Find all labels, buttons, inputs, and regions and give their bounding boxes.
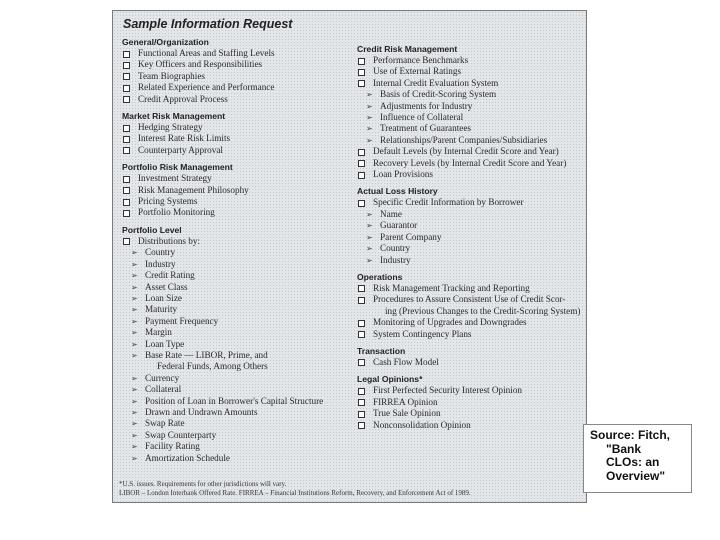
- item-text: Swap Counterparty: [145, 429, 217, 440]
- information-request-document: [112, 10, 587, 503]
- arrow-bullet-icon: ➢: [131, 396, 138, 406]
- checklist-item: [122, 71, 350, 82]
- checklist-item: [122, 185, 350, 196]
- sub-item: [122, 418, 350, 429]
- checklist-item: [122, 122, 350, 133]
- item-text: Drawn and Undrawn Amounts: [145, 406, 258, 417]
- section-heading: Operations: [357, 271, 403, 282]
- sub-item: [357, 112, 585, 123]
- item-text: Relationships/Parent Companies/Subsidiaries: [380, 134, 548, 145]
- arrow-bullet-icon: ➢: [131, 350, 138, 360]
- arrow-bullet-icon: ➢: [131, 271, 138, 281]
- arrow-bullet-icon: ➢: [366, 244, 373, 254]
- section-heading: Portfolio Risk Management: [122, 162, 233, 173]
- sub-item: [357, 209, 585, 220]
- item-text: Credit Rating: [145, 270, 195, 281]
- checkbox-bullet-icon: [123, 210, 130, 217]
- sub-item: [122, 407, 350, 418]
- section-actual-loss-history: [357, 186, 585, 265]
- item-text: Performance Benchmarks: [373, 55, 469, 65]
- checklist-item: [357, 420, 585, 431]
- section-heading: Legal Opinions*: [357, 374, 423, 385]
- section-heading: Market Risk Management: [122, 111, 226, 122]
- checkbox-bullet-icon: [358, 388, 365, 395]
- sub-item: [357, 101, 585, 112]
- checklist-item: [357, 283, 585, 294]
- sub-item: [122, 247, 350, 258]
- item-text: Risk Management Philosophy: [138, 184, 249, 195]
- checklist-item: [122, 207, 350, 218]
- checkbox-bullet-icon: [358, 58, 365, 65]
- item-text: Counterparty Approval: [138, 144, 223, 155]
- checkbox-bullet-icon: [358, 172, 365, 179]
- item-text: System Contingency Plans: [373, 328, 472, 339]
- checklist-item: [357, 397, 585, 408]
- footnote-us-issues: *U.S. issues. Requirements for other jurisdictions will vary.: [119, 480, 287, 488]
- item-text: Basis of Credit-Scoring System: [380, 89, 497, 100]
- checkbox-bullet-icon: [123, 187, 130, 194]
- checkbox-bullet-icon: [123, 85, 130, 92]
- sub-item: [122, 441, 350, 452]
- sub-item: [122, 316, 350, 327]
- section-general-organization: [122, 37, 350, 105]
- checkbox-bullet-icon: [123, 125, 130, 132]
- item-text: Base Rate — LIBOR, Prime, and: [145, 349, 268, 360]
- arrow-bullet-icon: ➢: [131, 316, 138, 326]
- sub-item: [122, 339, 350, 350]
- footnotes: [119, 480, 579, 498]
- checkbox-bullet-icon: [358, 399, 365, 406]
- item-text: Distributions by:: [138, 235, 201, 246]
- checkbox-bullet-icon: [123, 73, 130, 80]
- item-text: Industry: [380, 254, 411, 265]
- item-text: Swap Rate: [145, 418, 185, 429]
- item-text: FIRREA Opinion: [373, 396, 438, 407]
- item-text: Internal Credit Evaluation System: [373, 77, 499, 88]
- checklist-item: [357, 66, 585, 77]
- arrow-bullet-icon: ➢: [131, 453, 138, 463]
- item-text-continuation: ing (Previous Changes to the Credit-Scoring System): [385, 305, 581, 316]
- item-text: Payment Frequency: [145, 315, 219, 326]
- item-text: Key Officers and Responsibilities: [138, 59, 263, 70]
- section-heading: Transaction: [357, 345, 406, 356]
- checkbox-bullet-icon: [123, 96, 130, 103]
- arrow-bullet-icon: ➢: [366, 90, 373, 100]
- checkbox-bullet-icon: [123, 136, 130, 143]
- sub-item: [122, 384, 350, 395]
- arrow-bullet-icon: ➢: [131, 442, 138, 452]
- item-text: Treatment of Guarantees: [380, 123, 471, 134]
- arrow-bullet-icon: ➢: [366, 255, 373, 265]
- arrow-bullet-icon: ➢: [131, 282, 138, 292]
- arrow-bullet-icon: ➢: [131, 385, 138, 395]
- sub-item: [122, 327, 350, 338]
- checkbox-bullet-icon: [358, 422, 365, 429]
- sub-item: [122, 373, 350, 384]
- item-text: Adjustments for Industry: [380, 100, 473, 111]
- checkbox-bullet-icon: [358, 80, 365, 87]
- arrow-bullet-icon: ➢: [366, 101, 373, 111]
- arrow-bullet-icon: ➢: [131, 339, 138, 349]
- sub-item: [357, 255, 585, 266]
- checklist-item: [357, 158, 585, 169]
- checkbox-bullet-icon: [358, 285, 365, 292]
- checklist-item: [122, 173, 350, 184]
- item-text: First Perfected Security Interest Opinion: [373, 385, 523, 396]
- document-title: Sample Information Request: [123, 17, 293, 31]
- source-citation-box: [583, 424, 692, 493]
- item-text: Pricing Systems: [138, 196, 198, 207]
- item-text: Functional Areas and Staffing Levels: [138, 48, 275, 58]
- sub-item: [122, 259, 350, 270]
- arrow-bullet-icon: ➢: [131, 293, 138, 303]
- item-text: Guarantor: [380, 220, 418, 231]
- source-line-2: "Bank: [606, 441, 642, 456]
- item-text: True Sale Opinion: [373, 408, 441, 419]
- sub-item: [122, 270, 350, 281]
- item-text: Portfolio Monitoring: [138, 207, 215, 218]
- arrow-bullet-icon: ➢: [131, 373, 138, 383]
- arrow-bullet-icon: ➢: [366, 209, 373, 219]
- checkbox-bullet-icon: [358, 69, 365, 76]
- checklist-item: [357, 357, 585, 368]
- footnote-abbreviations: LIBOR – London Interbank Offered Rate. FIRREA – Financial Institutions Reform, Recovery, and Enforcement Act of 1989.: [119, 489, 471, 497]
- sub-item: [122, 453, 350, 464]
- checklist-item: [122, 236, 350, 247]
- section-credit-risk-management: [357, 44, 585, 180]
- arrow-bullet-icon: ➢: [366, 221, 373, 231]
- source-line-3: CLOs: an: [606, 455, 660, 469]
- item-text: Country: [380, 243, 411, 254]
- arrow-bullet-icon: ➢: [366, 124, 373, 134]
- checklist-item: [122, 196, 350, 207]
- item-text: Loan Type: [145, 338, 185, 349]
- section-heading: Portfolio Level: [122, 224, 182, 235]
- sub-item: [357, 220, 585, 231]
- checklist-item: [357, 197, 585, 208]
- item-text: Asset Class: [145, 281, 188, 292]
- checkbox-bullet-icon: [123, 62, 130, 69]
- left-column: [122, 37, 350, 470]
- item-text: Use of External Ratings: [373, 66, 462, 77]
- checklist-item: [122, 133, 350, 144]
- section-legal-opinions: [357, 374, 585, 431]
- sub-item: [122, 293, 350, 304]
- item-text: Amortization Schedule: [145, 452, 230, 463]
- source-line-1: Source: Fitch,: [590, 428, 671, 442]
- item-text: Loan Size: [145, 292, 182, 303]
- item-text: Name: [380, 208, 402, 219]
- item-text: Nonconsolidation Opinion: [373, 419, 471, 430]
- checkbox-bullet-icon: [358, 297, 365, 304]
- checklist-item: [357, 146, 585, 157]
- item-text: Investment Strategy: [138, 173, 212, 184]
- arrow-bullet-icon: ➢: [131, 328, 138, 338]
- checklist-item: [357, 55, 585, 66]
- sub-item: [357, 232, 585, 243]
- section-transaction: [357, 346, 585, 368]
- sub-item: [357, 135, 585, 146]
- arrow-bullet-icon: ➢: [366, 113, 373, 123]
- section-heading: General/Organization: [122, 37, 209, 47]
- arrow-bullet-icon: ➢: [131, 419, 138, 429]
- section-operations: [357, 272, 585, 340]
- checklist-item: [357, 169, 585, 180]
- checklist-item: [357, 78, 585, 89]
- checkbox-bullet-icon: [123, 51, 130, 58]
- item-text: Credit Approval Process: [138, 93, 228, 104]
- checkbox-bullet-icon: [358, 149, 365, 156]
- arrow-bullet-icon: ➢: [366, 135, 373, 145]
- section-heading: Credit Risk Management: [357, 44, 458, 54]
- checklist-item: [122, 145, 350, 156]
- checkbox-bullet-icon: [358, 200, 365, 207]
- sub-item: [122, 304, 350, 315]
- item-text-continuation: Federal Funds, Among Others: [157, 361, 268, 372]
- arrow-bullet-icon: ➢: [131, 248, 138, 258]
- checkbox-bullet-icon: [123, 147, 130, 154]
- item-text: Margin: [145, 327, 172, 338]
- checkbox-bullet-icon: [123, 199, 130, 206]
- checklist-item: [357, 385, 585, 396]
- arrow-bullet-icon: ➢: [366, 232, 373, 242]
- item-text: Recovery Levels (by Internal Credit Score and Year): [373, 157, 567, 168]
- checklist-item: [122, 94, 350, 105]
- checklist-item: [357, 408, 585, 419]
- arrow-bullet-icon: ➢: [131, 430, 138, 440]
- checklist-item: [122, 48, 350, 59]
- item-text: Position of Loan in Borrower's Capital Structure: [145, 395, 324, 406]
- right-column: [357, 44, 585, 437]
- checkbox-bullet-icon: [358, 411, 365, 418]
- sub-item: [357, 243, 585, 254]
- sub-item: [357, 89, 585, 100]
- item-text: Collateral: [145, 384, 182, 395]
- sub-item: [122, 350, 350, 373]
- item-text: Default Levels (by Internal Credit Score and Year): [373, 146, 559, 157]
- checkbox-bullet-icon: [358, 160, 365, 167]
- checklist-item: [122, 82, 350, 93]
- item-text: Facility Rating: [145, 441, 200, 452]
- item-text: Cash Flow Model: [373, 356, 439, 367]
- checkbox-bullet-icon: [358, 331, 365, 338]
- item-text: Team Biographies: [138, 70, 205, 81]
- arrow-bullet-icon: ➢: [131, 407, 138, 417]
- item-text: Currency: [145, 372, 180, 383]
- item-text: Influence of Collateral: [380, 112, 464, 123]
- source-line-4: Overview": [606, 468, 666, 483]
- item-text: Monitoring of Upgrades and Downgrades: [373, 317, 527, 328]
- checkbox-bullet-icon: [123, 238, 130, 245]
- checklist-item: [357, 329, 585, 340]
- item-text: Related Experience and Performance: [138, 82, 275, 93]
- item-text: Specific Credit Information by Borrower: [373, 197, 524, 208]
- item-text: Country: [145, 247, 176, 258]
- sub-item: [122, 430, 350, 441]
- checklist-item: [122, 59, 350, 70]
- section-portfolio-level: [122, 225, 350, 464]
- section-market-risk-management: [122, 111, 350, 156]
- item-text: Loan Provisions: [373, 169, 433, 180]
- item-text: Hedging Strategy: [138, 122, 203, 133]
- checklist-item: [357, 317, 585, 328]
- checkbox-bullet-icon: [123, 176, 130, 183]
- item-text: Interest Rate Risk Limits: [138, 133, 231, 144]
- checkbox-bullet-icon: [358, 359, 365, 366]
- checkbox-bullet-icon: [358, 320, 365, 327]
- arrow-bullet-icon: ➢: [131, 259, 138, 269]
- section-heading: Actual Loss History: [357, 186, 438, 197]
- sub-item: [122, 396, 350, 407]
- sub-item: [122, 282, 350, 293]
- item-text: Maturity: [145, 304, 178, 315]
- item-text: Procedures to Assure Consistent Use of Credit Scor-: [373, 294, 566, 305]
- item-text: Risk Management Tracking and Reporting: [373, 282, 530, 293]
- item-text: Industry: [145, 258, 176, 269]
- section-portfolio-risk-management: [122, 162, 350, 219]
- checklist-item: [357, 294, 585, 317]
- arrow-bullet-icon: ➢: [131, 305, 138, 315]
- item-text: Parent Company: [380, 231, 442, 242]
- sub-item: [357, 123, 585, 134]
